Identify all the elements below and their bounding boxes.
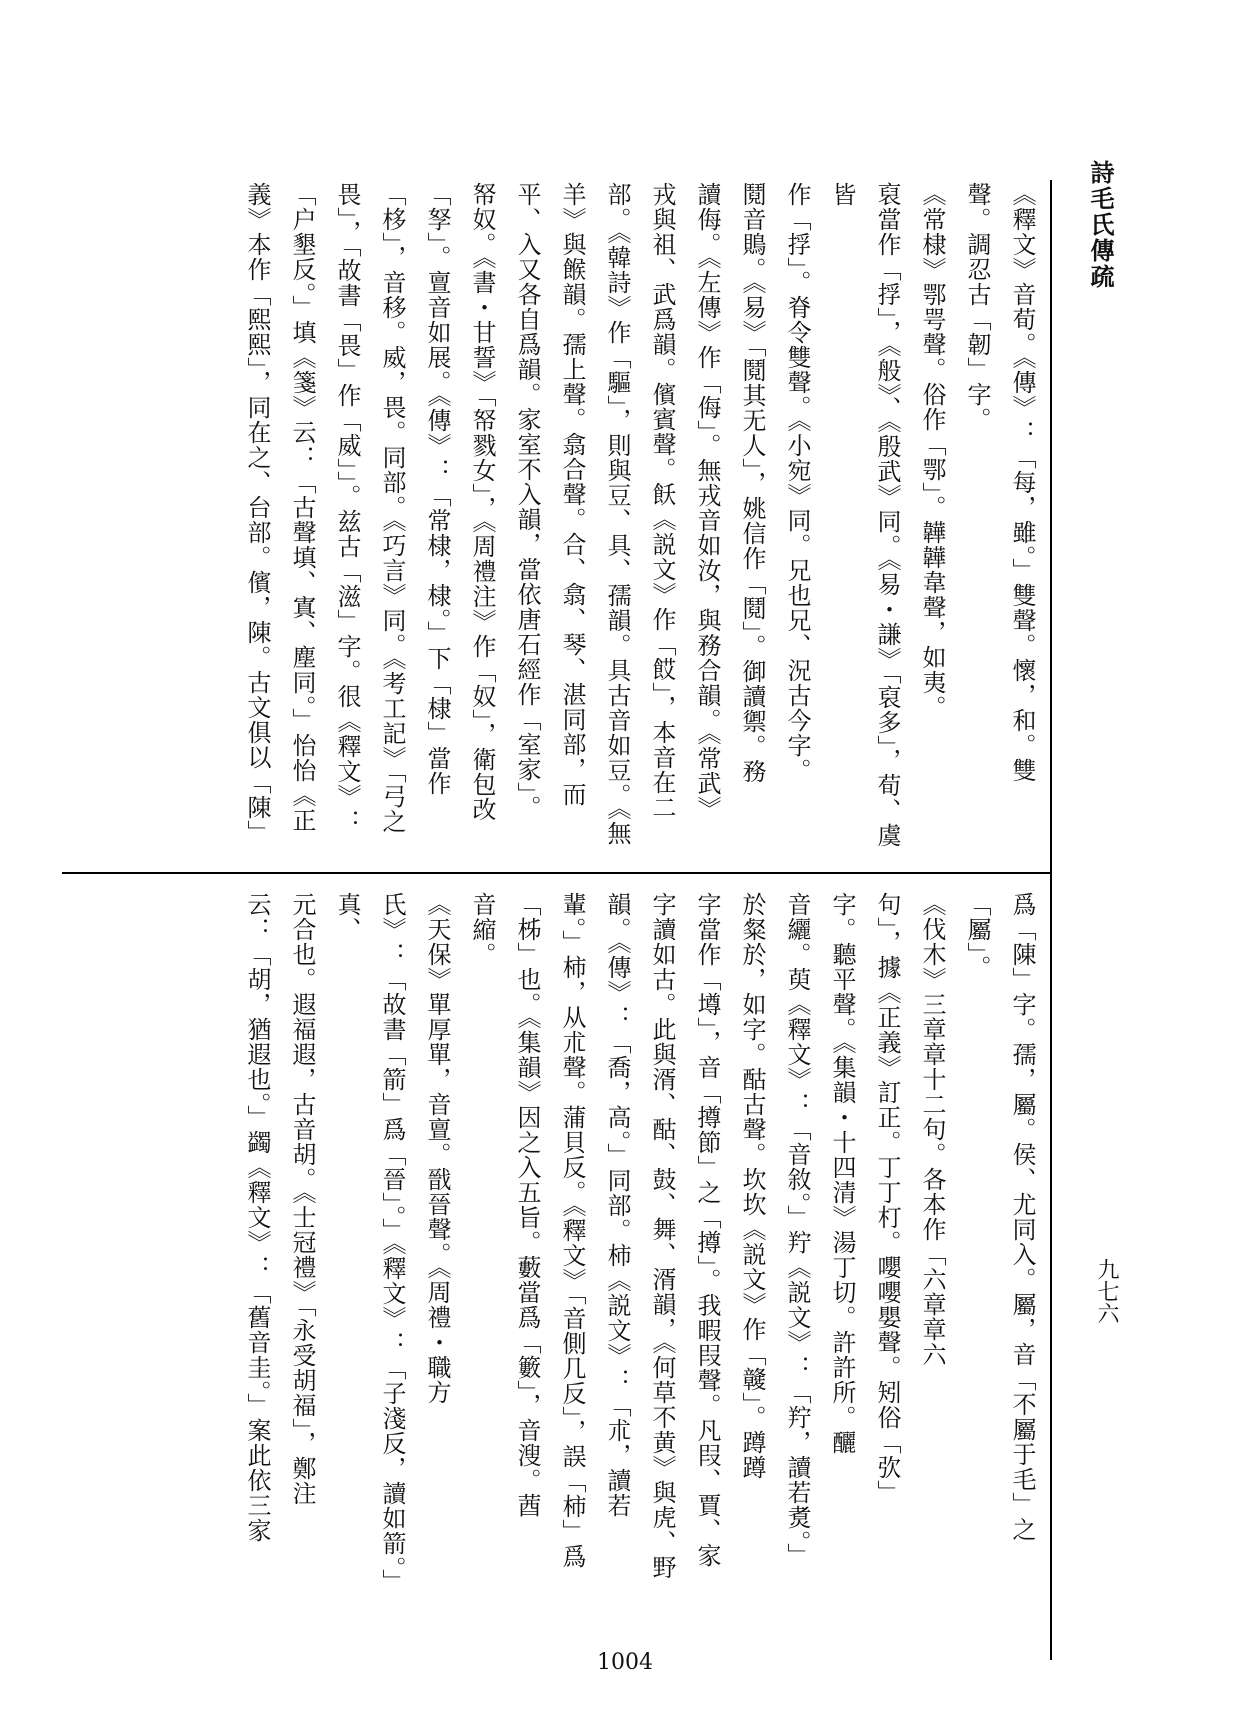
text-column: 義》本作「熙熙」，同在之、台部。儐，陳。古文俱以「陳」 [243, 182, 271, 845]
text-column: 《常棣》鄂咢聲。俗作「鄂」。韡韡韋聲，如夷。 [918, 182, 946, 720]
text-column: 「栘」，音移。威，畏。同部。《巧言》同。《考工記》「弓之 [378, 182, 406, 834]
header-rule [1050, 180, 1052, 1660]
text-column: 爲「陳」字。孺，屬。侯、尤同入。屬，音「不屬于毛」之 [1008, 892, 1036, 1542]
text-column: 「柹」也。《集韻》因之入五旨。藪當爲「籔」，音溲。莤 [513, 892, 541, 1518]
text-column: 音縮。 [468, 892, 496, 967]
text-column: 《伐木》三章章十二句。各本作「六章章六 [918, 892, 946, 1367]
text-column: 戎與祖、武爲韻。儐賓聲。飫《説文》作「餀」，本音在二 [648, 182, 676, 820]
text-column: 「孥」。亶音如展。《傳》：「常棣，棣。」下「棣」當作 [423, 182, 451, 796]
text-column: 《釋文》音荀。《傳》：「每，雖。」雙聲。懷，和。雙 [1008, 182, 1036, 783]
text-column: 輩。」柿，从朮聲。蒲貝反。《釋文》「音側几反」，誤「柿」爲 [558, 892, 586, 1569]
text-column: 鬩音鵙。《易》「鬩其无人」，姚信作「鬩」。御讀禦。務 [738, 182, 766, 784]
folio-number: 九七六 [1094, 1258, 1119, 1324]
text-column: 讀侮。《左傳》作「侮」。無戎音如汝，與務合韻。《常武》 [693, 182, 721, 821]
text-column: 句」，據《正義》訂正。丁丁朾。嚶嚶嬰聲。矧俗「弞」 [873, 892, 901, 1505]
text-column: 聲。調忍古「韌」字。 [963, 182, 991, 432]
text-column: 部。《韓詩》作「驅」，則與豆、具、孺韻。具古音如豆。《無 [603, 182, 631, 846]
text-column: 字讀如古。此與湑、酤、鼓、舞、湑韻，《何草不黄》與虎、野 [648, 892, 676, 1580]
text-column: 裒當作「捊」，《般》、《殷武》同。《易・謙》「裒多」，荀、虞皆 [828, 182, 901, 848]
text-column: 羊》與餱韻。孺上聲。翕合聲。合、翕、琴、湛同部，而 [558, 182, 586, 807]
text-column: 字。聽平聲。《集韻・十四清》湯丁切。許許所。釃 [828, 892, 856, 1455]
lower-text-block [68, 892, 1044, 1622]
text-column: 氏》：「故書「箭」爲「晉」。」《釋文》：「子淺反，讀如箭。」真、 [333, 892, 406, 1594]
text-column: 平、入又各自爲韻。家室不入韻，當依唐石經作「室家」。 [513, 182, 541, 820]
text-column: 《天保》單厚單，音亶。戩晉聲。《周禮・職方 [423, 892, 451, 1405]
text-column: 韻。《傳》：「喬，高。」同部。柿《説文》：「朮，讀若 [603, 892, 631, 1518]
running-head: 詩毛氏傳疏 [1086, 160, 1115, 290]
text-column: 「户墾反。」填《箋》云：「古聲填、寘、塵同。」怡怡《正 [288, 182, 316, 833]
text-column: 云：「胡，猶遐也。」蠲《釋文》：「舊音圭。」案此依三家 [243, 892, 271, 1543]
text-column: 元合也。遐福遐，古音胡。《士冠禮》「永受胡福」，鄭注 [288, 892, 316, 1506]
text-column: 音纚。萸《釋文》：「音敘。」羜《説文》：「羜，讀若煑。」 [783, 892, 811, 1568]
upper-text-block [68, 182, 1044, 858]
text-column: 畏」，「故書「畏」作「威」」。兹古「滋」字。很《釋文》： [333, 182, 361, 834]
section-divider [62, 872, 1052, 874]
text-column: 「屬」。 [963, 892, 991, 980]
text-column: 帑奴。《書・甘誓》「帑戮女」，《周禮注》作「奴」，衛包改 [468, 182, 496, 822]
text-column: 作「捊」。脊令雙聲。《小宛》同。兄也兄、況古今字。 [783, 182, 811, 783]
text-column: 於粲於，如字。酤古聲。坎坎《説文》作「竷」。蹲蹲 [738, 892, 766, 1480]
page-number: 1004 [597, 1650, 653, 1675]
text-column: 字當作「壿」，音「撙節」之「撙」。我暇叚聲。凡叚、賈、家 [693, 892, 721, 1568]
